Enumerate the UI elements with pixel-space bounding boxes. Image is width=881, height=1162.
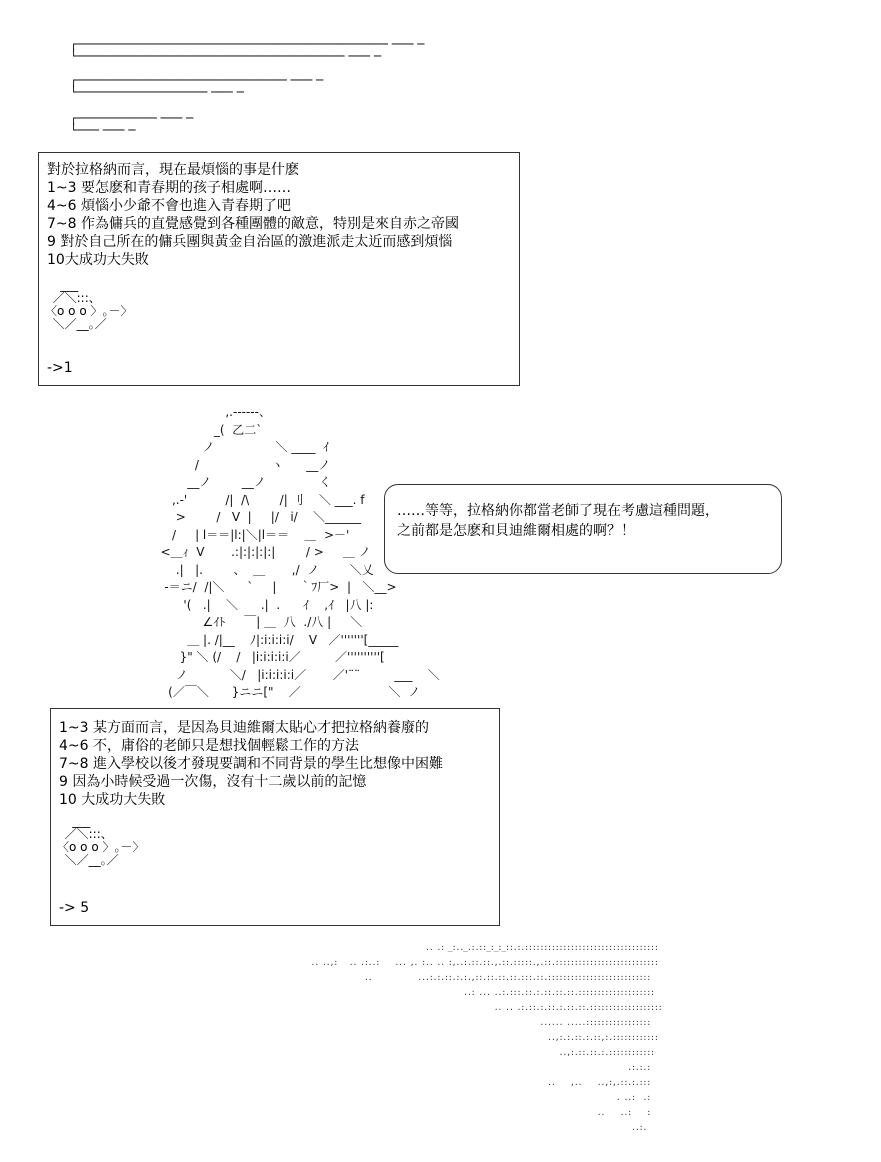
speech-bubble xyxy=(384,484,782,574)
bubble-line-2: 之前都是怎麽和貝迪維爾相處的啊？！ xyxy=(397,523,635,539)
box1-line-3: 4~6 煩惱小少爺不會也進入青春期了吧 xyxy=(47,198,291,214)
dice-box-2 xyxy=(50,708,500,926)
box1-line-5: 9 對於自己所在的傭兵團與黃金自治區的激進派走太近而感到煩惱 xyxy=(47,234,453,250)
box1-result: ->1 xyxy=(47,360,73,376)
top-rule-2: ┌───────────────────────────── ─── ─ └────────────────── ─── ─ xyxy=(70,73,324,99)
dice-icon: ___ ／＼:::、 〈o o o 〉｡－〉 ＼／__｡／ xyxy=(45,278,133,331)
box2-line-2: 4~6 不，庸俗的老師只是想找個輕鬆工作的方法 xyxy=(59,738,359,754)
dots-art: .. .: _:.._.:.::_:_:_::.:.::::::::::::::::::::::::::::::::::: .. ..,: .. .:..: ... ,. :.. .. :,..:.::.::.,.::.:::::.,.::.::::::::::::::::::::::::::: .. ...:.:.::.:.:.,::.::.::.::.:::.::.::::::::::::::::::::::::::: ..: ... ..:.:::.::.:.::.::.::.:::::::::::::::::::: .. .. .:.::.:.::.:.::.::.::::::::::::::::::: ...... .....::::::::::::::::: ..,:.:.::.:.::,:.:::::::::::: ..,:.::.::.:.:::::::::::: .:.:.: .. ,.. ..,:,.::.:.::: . ..: .: .. ..: : ..:. xyxy=(310,943,662,1132)
box1-line-2: 1~3 要怎麽和青春期的孩子相處啊…… xyxy=(47,180,291,196)
bubble-line-1: ……等等，拉格納你都當老師了現在考慮這種問題， xyxy=(397,503,719,519)
top-rule-1: ┌─────────────────────────────────────────── ─── ─ └───────────────────────────────────── ─── ─ xyxy=(70,37,425,63)
box2-line-1: 1~3 某方面而言，是因為貝迪維爾太貼心才把拉格納養廢的 xyxy=(59,720,429,736)
box2-line-5: 10 大成功大失敗 xyxy=(59,792,166,808)
box2-result: -> 5 xyxy=(59,900,90,916)
box1-line-4: 7~8 作為傭兵的直覺感覺到各種團體的敵意，特別是來自赤之帝國 xyxy=(47,216,459,232)
box2-line-4: 9 因為小時候受過一次傷，沒有十二歲以前的記憶 xyxy=(59,774,367,790)
character-art: ,.-‐‐‐‐-、 _( 乙二` ノ ＼ ____ ｲ / ヽ __ノ __ノ __ノ く ,.-' /| /\ /| 刂 ＼ ___. f > / V | |/ i/ ＼______ / | l＝＝|l:|＼|l＝＝ ＿ >－' <＿ｨ V .:|:|:|:|:| / > ＿ ノ .| |. 、 ＿ ,/ ノ ＼乂 -＝ニ/ /|＼ ` | ｀ﾌ厂> | ＼__> '( .| ＼ .| . ｲ ,ｲ |八 |: ∠ｲﾄ ￣| ＿ 八 ./八 | ＼ ＿ |. /|__ ﾉ|:i:i:i:i/ V ／'''''''[_____ }" ＼ (/ / |i:i:i:i:i／ ／''''''''''[ ノ ＼/ |i:i:i:i:i／ ／'¨¨ ___ ＼ (／￣＼ }ニニ[" ／ ＼ ノ xyxy=(160,405,440,699)
box1-line-1: 對於拉格納而言，現在最煩惱的事是什麽 xyxy=(47,162,299,178)
dice-box-1 xyxy=(38,152,520,386)
box2-line-3: 7~8 進入學校以後才發現要調和不同背景的學生比想像中困難 xyxy=(59,756,443,772)
top-rule-3: ┌─────────── ─── ─ └─── ─── ─ xyxy=(70,111,194,137)
box1-line-6: 10大成功大失敗 xyxy=(47,252,149,268)
dice-icon: ___ ／＼:::、 〈o o o 〉｡－〉 ＼／__｡／ xyxy=(57,814,145,867)
